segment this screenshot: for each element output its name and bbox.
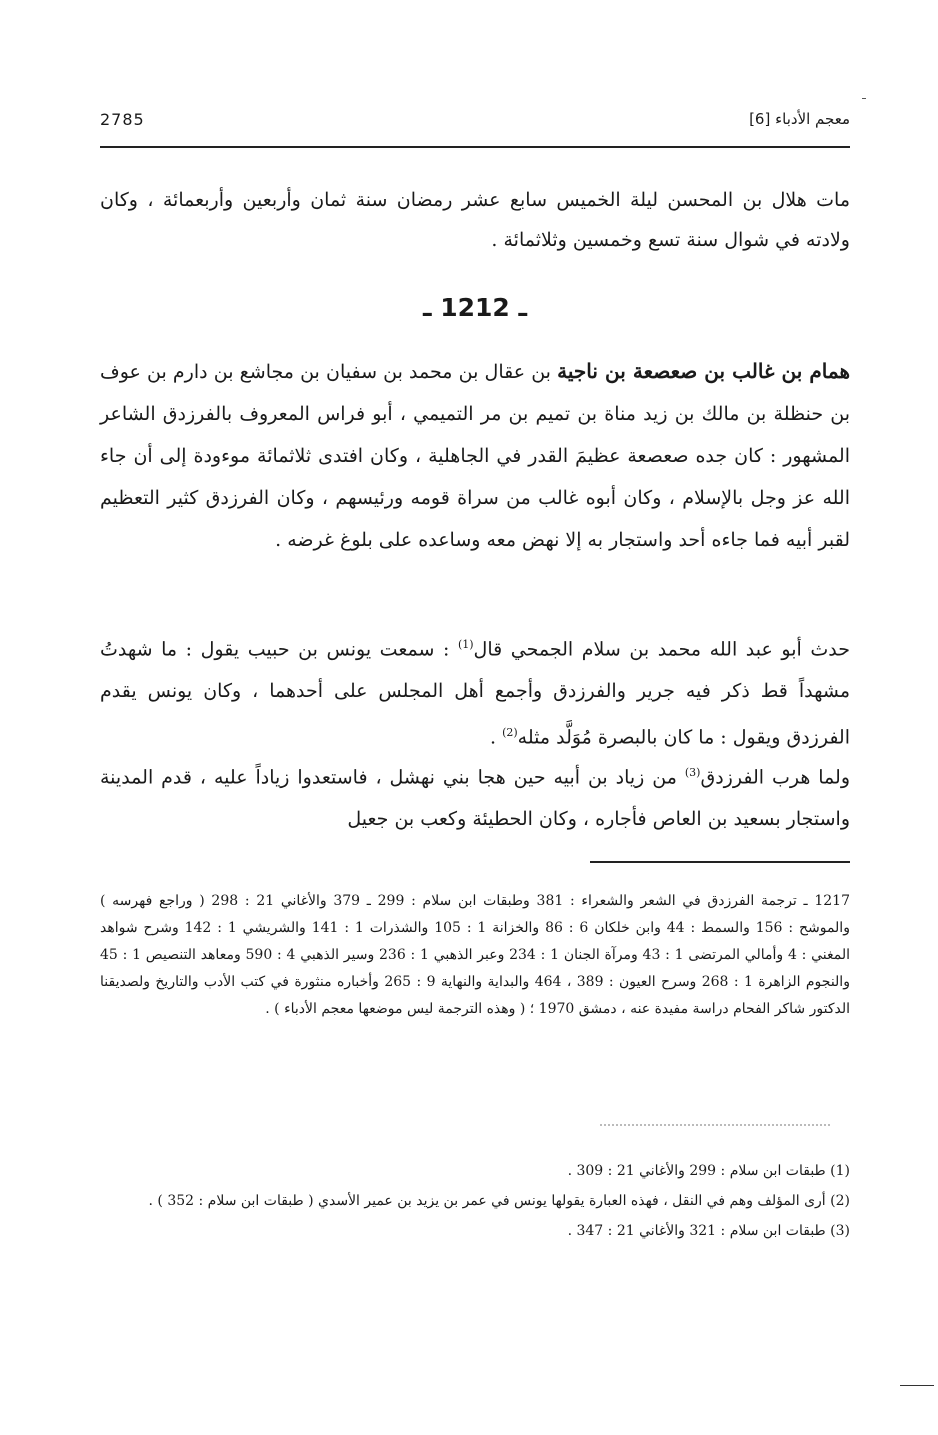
intro-paragraph [100,180,850,260]
p2-text-c: . [489,726,503,749]
footnotes [100,1158,850,1248]
paragraph-3 [100,752,850,840]
source-note: 1217 ـ ترجمة الفرزدق في الشعر والشعراء : 381 وطبقات ابن سلام : 299 ـ 379 والأغاني 21 : 298 ( وراجع فهرسه ) والموشح : 156 والسمط : 44 وابن خلكان 6 : 86 والخزانة 1 : 105 والشذرات 1 : 141 والشريشي 1 : 142 وشرح شواهد المغني : 4 وأمالي المرتضى 1 : 43 ومرآة الجنان 1 : 234 وعبر الذهبي 1 : 236 وسير الذهبي 4 : 590 ومعاهد التنصيص 1 : 45 والنجوم الزاهرة 1 : 268 وسرح العيون : 389 ، 464 والبداية والنهاية 9 : 265 وأخباره منثورة في كتب الأدب والتاريخ ولصديقنا الدكتور شاكر الفحام دراسة مفيدة عنه ، دمشق 1970 ؛ ( وهذه الترجمة ليس موضعها معجم الأدباء ) . [100,893,851,1017]
p2-text-a: حدث أبو عبد الله محمد بن سلام الجمحي قال [473,638,850,661]
footnote-rule [590,861,850,863]
p3-text-b: من زياد بن أبيه حين هجا بني نهشل ، فاستعدوا زياداً عليه ، قدم المدينة واستجار بسعيد بن العاص فأجاره ، وكان الحطيئة وكعب بن جعيل [100,766,850,831]
book-title: معجم الأدباء [6] [749,110,850,128]
footnote-ref-3[interactable]: (3) [684,766,701,779]
footnote-ref-1[interactable]: (1) [457,638,474,651]
p3-text-a: ولما هرب الفرزدق [700,766,851,789]
p2-text-b: : سمعت يونس بن حبيب يقول : ما شهدتُ مشهداً قط ذكر فيه جرير والفرزدق وأجمع أهل المجلس على أحدهما ، وكان يونس يقدم الفرزدق ويقول : ما كان بالبصرة مُوَلَّد مثله [100,638,850,749]
entry-main-text: بن عقال بن محمد بن سفيان بن مجاشع بن دارم بن عوف بن حنظلة بن مالك بن زيد مناة بن تميم بن مر التميمي ، أبو فراس المعروف بالفرزدق الشاعر المشهور : كان جده صعصعة عظيمَ القدر في الجاهلية ، وكان افتدى ثلاثمائة موءودة إلى أن جاء الله عز وجل بالإسلام ، وكان أبوه غالب من سراة قومه ورئيسهم ، وكان الفرزدق كثير التعظيم لقبر أبيه فما جاءه أحد واستجار به إلا نهض معه وساعده على بلوغ غرضه . [100,361,850,551]
footnote-ref-2[interactable]: (2) [502,726,518,740]
header-rule [100,146,850,148]
footnote-1: (1) طبقات ابن سلام : 299 والأغاني 21 : 309 . [567,1163,850,1179]
paragraph-2 [100,624,850,759]
scan-mark [862,98,866,99]
intro-text: مات هلال بن المحسن ليلة الخميس سابع عشر رمضان سنة ثمان وأربعين وأربعمائة ، وكان ولادته في شوال سنة تسع وخمسين وثلاثمائة . [100,189,850,251]
entry-number: ـ 1212 ـ [422,293,528,322]
scan-edge-mark [900,1385,934,1386]
entry-main-paragraph [100,350,850,561]
dotted-separator [600,1124,830,1134]
footnote-3: (3) طبقات ابن سلام : 321 والأغاني 21 : 347 . [567,1223,850,1239]
running-header [100,110,850,140]
page-number: 2785 [100,110,145,129]
entry-name: همام بن غالب بن صعصعة بن ناجية [557,359,850,383]
footnote-2: (2) أرى المؤلف وهم في النقل ، فهذه العبارة يقولها يونس في عمر بن يزيد بن عمير الأسدي ( طبقات ابن سلام : 352 ) . [148,1193,850,1209]
